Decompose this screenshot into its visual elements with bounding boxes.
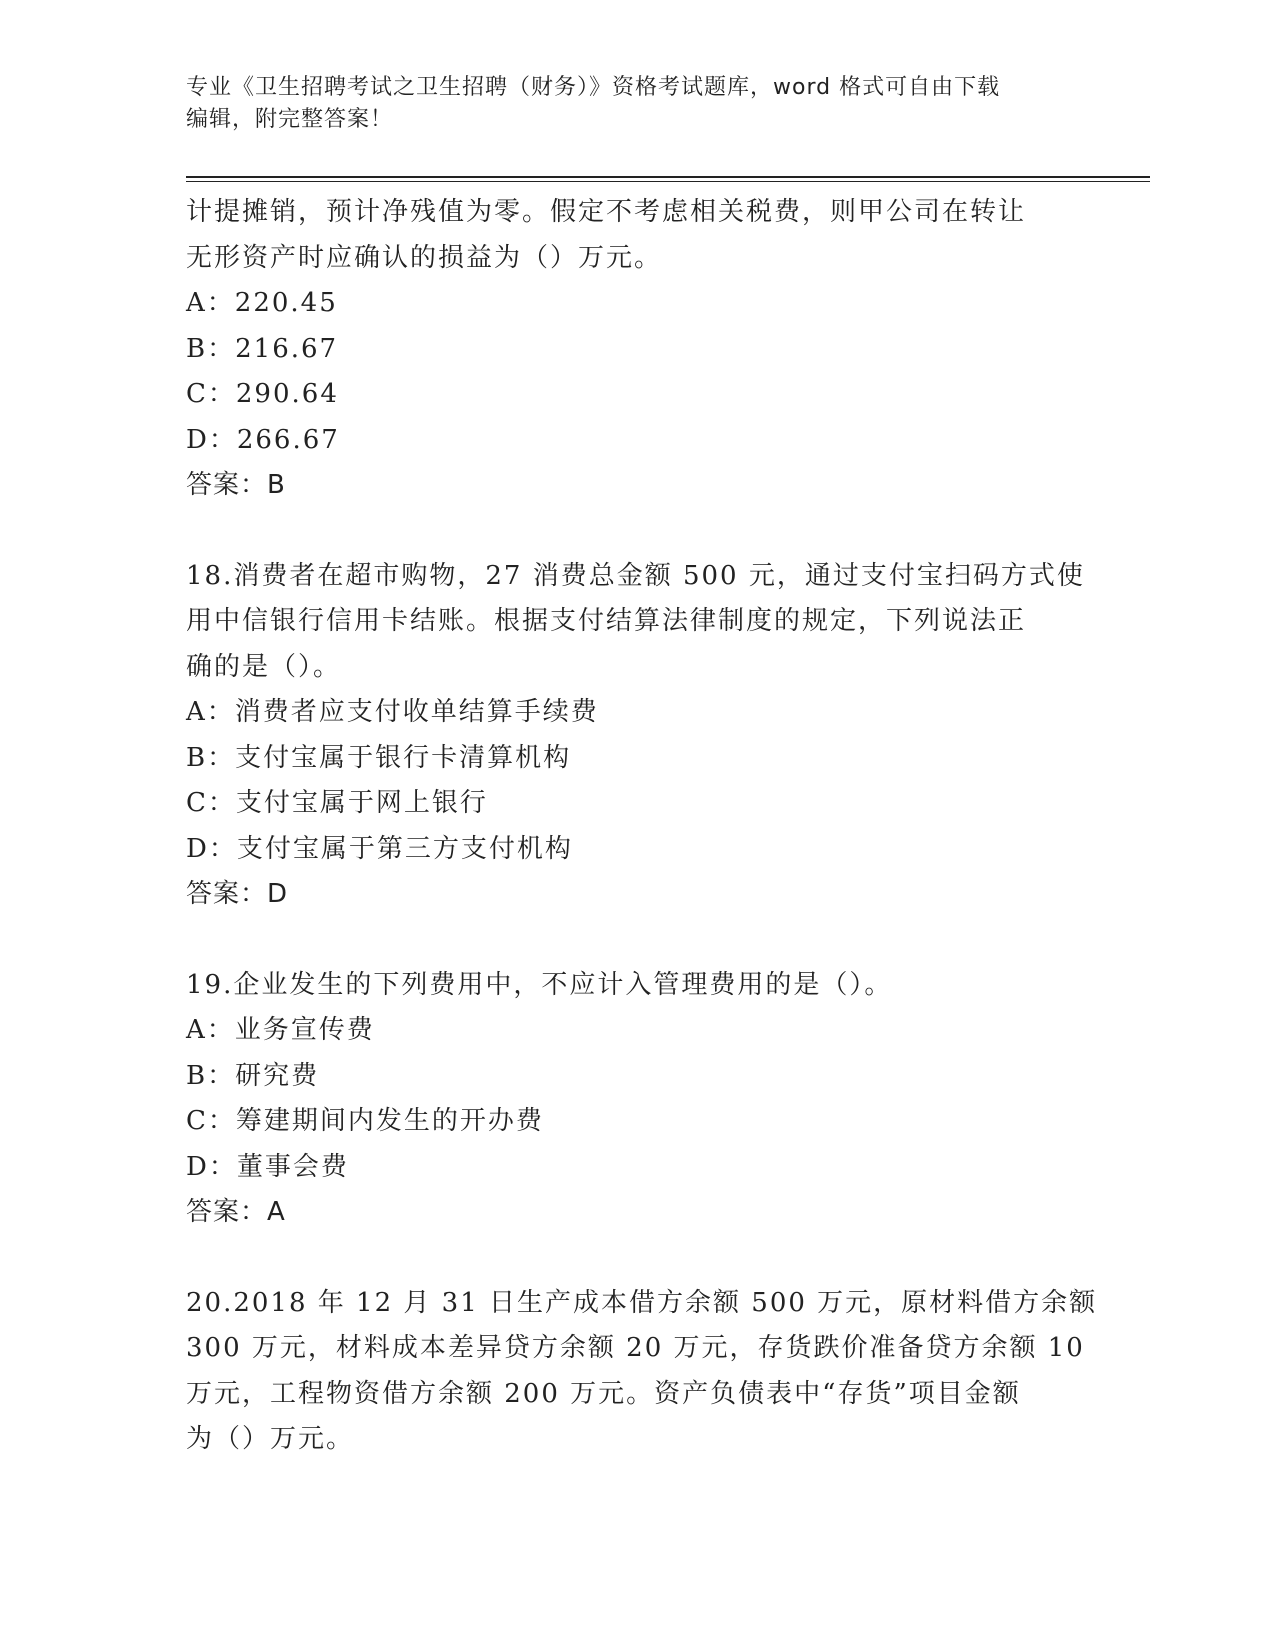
question-text-line: 18.消费者在超市购物，27 消费总金额 500 元，通过支付宝扫码方式使 xyxy=(186,560,1085,591)
page-header xyxy=(186,72,1086,136)
question-19 xyxy=(186,963,1086,1236)
document-body xyxy=(186,190,1098,1463)
answer: 答案：D xyxy=(186,879,289,909)
option-c: C：筹建期间内发生的开办费 xyxy=(186,1106,544,1136)
option-b: B：216.67 xyxy=(186,333,339,364)
question-text-line: 用中信银行信用卡结账。根据支付结算法律制度的规定，下列说法正 xyxy=(186,606,1027,636)
answer: 答案：B xyxy=(186,470,286,500)
option-a: A：220.45 xyxy=(186,288,338,318)
question-text-line: 300 万元，材料成本差异贷方余额 20 万元，存货跌价准备贷方余额 10 xyxy=(186,1333,1085,1363)
option-a: A：消费者应支付收单结算手续费 xyxy=(186,697,599,727)
option-d: D：266.67 xyxy=(186,424,340,455)
question-20 xyxy=(186,1281,1098,1463)
question-text-line: 20.2018 年 12 月 31 日生产成本借方余额 500 万元，原材料借方余额 xyxy=(186,1287,1098,1318)
question-text-line: 确的是（）。 xyxy=(186,651,342,682)
question-17-continued xyxy=(186,190,1086,509)
header-line-2: 编辑，附完整答案！ xyxy=(186,107,394,132)
option-d: D：支付宝属于第三方支付机构 xyxy=(186,833,573,864)
question-text-line: 万元，工程物资借方余额 200 万元。资产负债表中“存货”项目金额 xyxy=(186,1378,1021,1409)
option-a: A：业务宣传费 xyxy=(186,1015,375,1045)
question-18 xyxy=(186,554,1086,918)
question-text-line: 19.企业发生的下列费用中，不应计入管理费用的是（）。 xyxy=(186,969,893,1000)
question-text-line: 为（）万元。 xyxy=(186,1424,355,1454)
question-text-line: 无形资产时应确认的损益为（）万元。 xyxy=(186,242,663,273)
option-b: B：研究费 xyxy=(186,1060,320,1091)
header-line-1: 专业《卫生招聘考试之卫生招聘（财务）》资格考试题库，word 格式可自由下载 xyxy=(186,75,1001,100)
option-b: B：支付宝属于银行卡清算机构 xyxy=(186,742,572,773)
question-text-line: 计提摊销，预计净残值为零。假定不考虑相关税费，则甲公司在转让 xyxy=(186,197,1027,227)
header-divider xyxy=(186,176,1150,182)
option-d: D：董事会费 xyxy=(186,1151,349,1182)
option-c: C：支付宝属于网上银行 xyxy=(186,788,488,818)
option-c: C：290.64 xyxy=(186,379,339,409)
answer: 答案：A xyxy=(186,1197,286,1227)
